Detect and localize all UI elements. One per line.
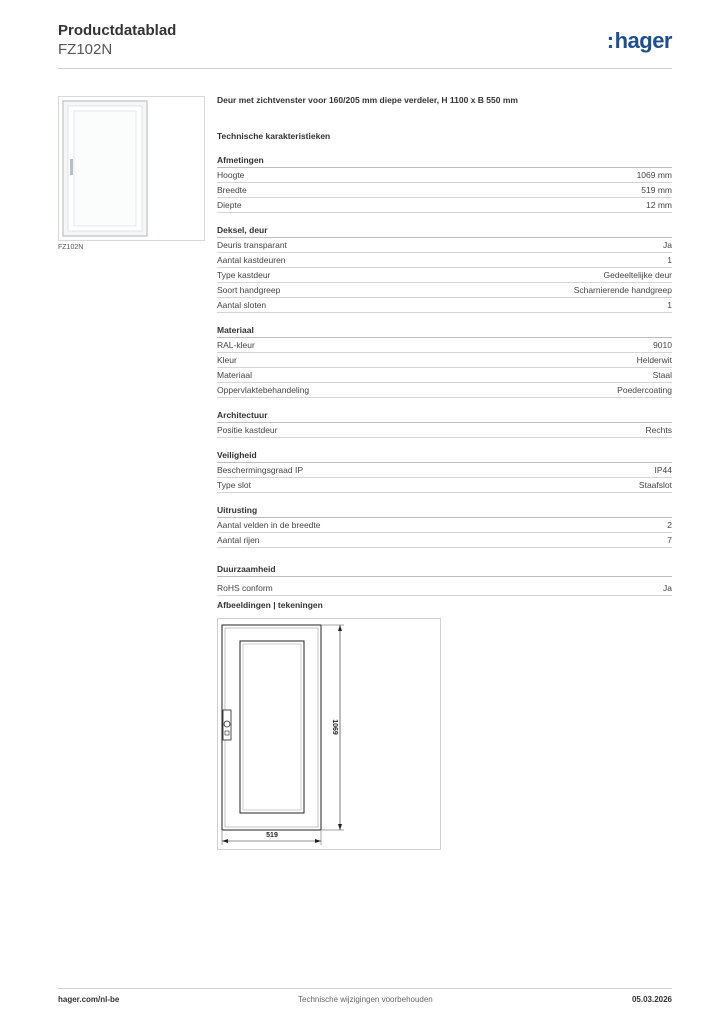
spec-row bbox=[217, 423, 672, 438]
width-dimension-label: 519 bbox=[266, 832, 278, 839]
spec-row bbox=[217, 518, 672, 533]
spec-label: Aantal sloten bbox=[217, 300, 267, 310]
spec-value: Helderwit bbox=[636, 355, 672, 365]
spec-value: Scharnierende handgreep bbox=[573, 285, 672, 295]
spec-label: Type kastdeur bbox=[217, 270, 271, 280]
spec-label: Aantal kastdeuren bbox=[217, 255, 286, 265]
door-product-illustration bbox=[59, 97, 204, 240]
tech-heading: Technische karakteristieken bbox=[217, 131, 331, 141]
spec-label: Aantal rijen bbox=[217, 535, 260, 545]
spec-row bbox=[217, 268, 672, 283]
section-title: Duurzaamheid bbox=[217, 564, 672, 577]
section-architectuur bbox=[217, 410, 672, 438]
footer-website[interactable]: hager.com/nl-be bbox=[58, 995, 120, 1004]
logo-prefix: : bbox=[606, 28, 614, 53]
spec-row bbox=[217, 478, 672, 493]
logo-text: hager bbox=[614, 28, 672, 53]
hager-logo bbox=[607, 28, 672, 54]
spec-row bbox=[217, 168, 672, 183]
spec-label: RoHS conform bbox=[217, 583, 273, 593]
document-header bbox=[58, 22, 176, 59]
section-title: Materiaal bbox=[217, 325, 672, 338]
product-code: FZ102N bbox=[58, 41, 113, 58]
spec-label: Oppervlaktebehandeling bbox=[217, 385, 310, 395]
spec-row bbox=[217, 533, 672, 548]
spec-label: Hoogte bbox=[217, 170, 245, 180]
spec-row bbox=[217, 368, 672, 383]
spec-row bbox=[217, 463, 672, 478]
spec-value: Ja bbox=[663, 240, 672, 250]
spec-value: Staal bbox=[652, 370, 672, 380]
document-title: Productdatablad bbox=[58, 22, 177, 39]
product-image bbox=[58, 96, 205, 241]
drawings-heading: Afbeeldingen | tekeningen bbox=[217, 600, 323, 610]
spec-value: 7 bbox=[667, 535, 672, 545]
spec-value: Poedercoating bbox=[617, 385, 672, 395]
section-title: Architectuur bbox=[217, 410, 672, 423]
spec-row bbox=[217, 338, 672, 353]
section-title: Afmetingen bbox=[217, 155, 672, 168]
spec-value: 519 mm bbox=[641, 185, 672, 195]
section-duurzaamheid bbox=[217, 564, 672, 596]
spec-label: Diepte bbox=[217, 200, 242, 210]
spec-row bbox=[217, 253, 672, 268]
spec-value: Staafslot bbox=[638, 480, 672, 490]
footer-date: 05.03.2026 bbox=[631, 995, 672, 1004]
spec-value: 1 bbox=[667, 300, 672, 310]
spec-label: Aantal velden in de breedte bbox=[217, 520, 321, 530]
spec-row bbox=[217, 198, 672, 213]
spec-value: IP44 bbox=[654, 465, 672, 475]
spec-row bbox=[217, 383, 672, 398]
footer-disclaimer: Technische wijzigingen voorbehouden bbox=[298, 995, 433, 1004]
section-veiligheid bbox=[217, 450, 672, 493]
spec-row bbox=[217, 298, 672, 313]
spec-row bbox=[217, 283, 672, 298]
section-uitrusting bbox=[217, 505, 672, 548]
product-description: Deur met zichtvenster voor 160/205 mm diepe verdeler, H 1100 x B 550 mm bbox=[217, 95, 518, 105]
product-image-caption: FZ102N bbox=[58, 244, 84, 251]
spec-value: 2 bbox=[667, 520, 672, 530]
spec-label: Materiaal bbox=[217, 370, 252, 380]
spec-value: 1 bbox=[667, 255, 672, 265]
section-materiaal bbox=[217, 325, 672, 398]
spec-value: Gedeeltelijke deur bbox=[603, 270, 672, 280]
spec-row bbox=[217, 183, 672, 198]
spec-label: Type slot bbox=[217, 480, 252, 490]
main-content bbox=[217, 95, 672, 596]
spec-value: Rechts bbox=[645, 425, 672, 435]
footer-divider bbox=[58, 988, 672, 989]
spec-label: Kleur bbox=[217, 355, 237, 365]
spec-value: 12 mm bbox=[646, 200, 672, 210]
spec-value: 9010 bbox=[653, 340, 672, 350]
door-dimension-drawing bbox=[218, 619, 440, 849]
spec-value: 1069 mm bbox=[636, 170, 672, 180]
spec-row bbox=[217, 581, 672, 596]
spec-value: Ja bbox=[663, 583, 672, 593]
section-deksel-deur bbox=[217, 225, 672, 313]
section-title: Veiligheid bbox=[217, 450, 672, 463]
section-afmetingen bbox=[217, 155, 672, 213]
section-title: Uitrusting bbox=[217, 505, 672, 518]
height-dimension-label: 1069 bbox=[331, 719, 338, 735]
spec-row bbox=[217, 353, 672, 368]
spec-label: Beschermingsgraad IP bbox=[217, 465, 303, 475]
spec-label: RAL-kleur bbox=[217, 340, 255, 350]
technical-drawing bbox=[217, 618, 441, 850]
section-title: Deksel, deur bbox=[217, 225, 672, 238]
spec-label: Deuris transparant bbox=[217, 240, 287, 250]
spec-label: Breedte bbox=[217, 185, 247, 195]
spec-label: Soort handgreep bbox=[217, 285, 281, 295]
spec-row bbox=[217, 238, 672, 253]
header-divider bbox=[58, 68, 672, 69]
spec-label: Positie kastdeur bbox=[217, 425, 278, 435]
